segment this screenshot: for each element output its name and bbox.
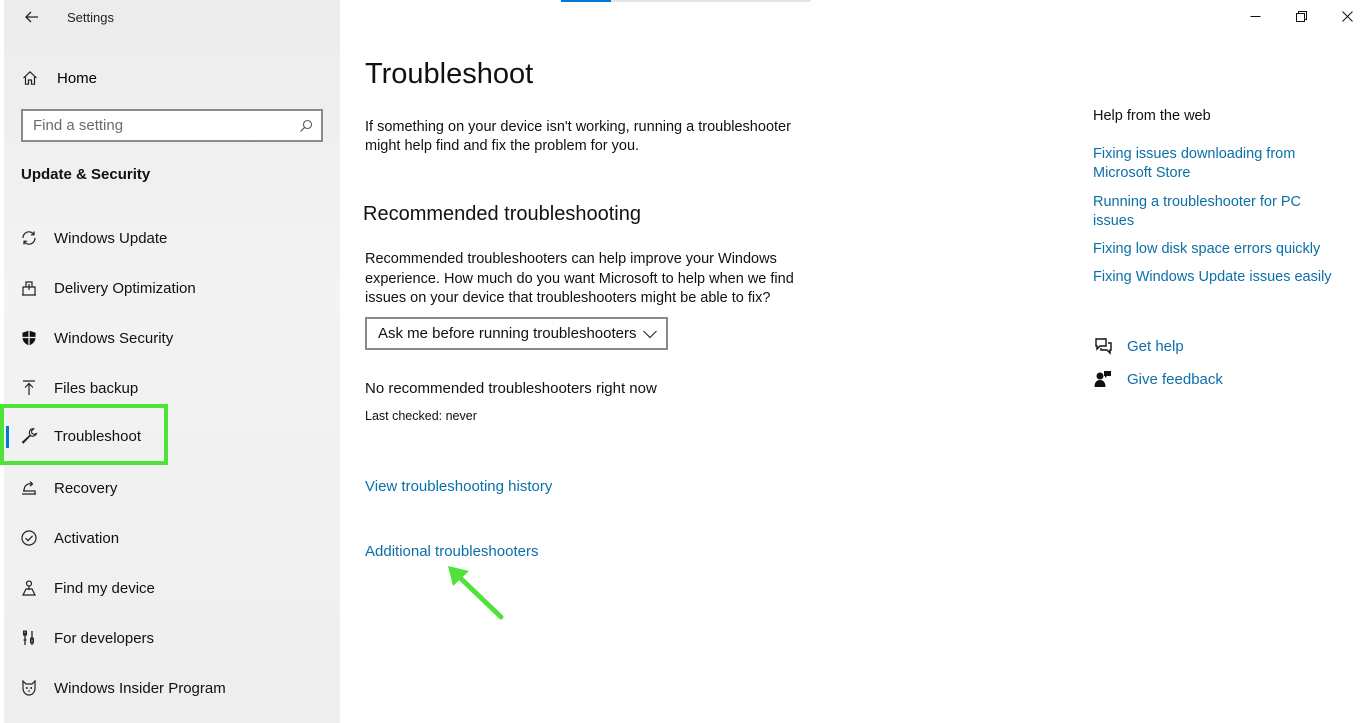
- sidebar-item-label: Windows Update: [54, 229, 168, 247]
- page-title: Troubleshoot: [365, 58, 534, 90]
- feedback-person-icon: [1093, 369, 1113, 389]
- backup-arrow-icon: [17, 376, 41, 400]
- help-link-microsoft-store[interactable]: Fixing issues downloading from Microsoft Store: [1093, 146, 1296, 181]
- recovery-icon: [17, 476, 41, 500]
- sidebar-item-files-backup[interactable]: [4, 368, 340, 408]
- sidebar-item-delivery-optimization[interactable]: [4, 268, 340, 308]
- dropdown-value: Ask me before running troubleshooters: [378, 325, 637, 342]
- sidebar-item-label: For developers: [54, 629, 155, 647]
- sidebar-item-windows-update[interactable]: [4, 218, 340, 258]
- help-link-disk-space[interactable]: Fixing low disk space errors quickly: [1093, 241, 1321, 257]
- additional-troubleshooters-link[interactable]: Additional troubleshooters: [365, 543, 539, 560]
- help-link-troubleshooter-pc[interactable]: Running a troubleshooter for PC issues: [1093, 194, 1301, 229]
- sync-icon: [17, 226, 41, 250]
- intro-text: If something on your device isn't working, running a troubleshooter might help find and fix the problem for you.: [365, 119, 791, 154]
- section-title: Update & Security: [21, 166, 151, 183]
- search-box[interactable]: [21, 109, 323, 142]
- get-help-label: Get help: [1127, 337, 1184, 355]
- sidebar-item-activation[interactable]: [4, 518, 340, 558]
- sidebar-item-label: Windows Security: [54, 329, 174, 347]
- sidebar-item-windows-insider[interactable]: [4, 668, 340, 708]
- give-feedback-action[interactable]: [1093, 368, 1223, 390]
- delivery-optimization-icon: [17, 276, 41, 300]
- top-strip-selection: [561, 0, 611, 2]
- main-content: [340, 0, 1370, 723]
- checkmark-circle-icon: [17, 526, 41, 550]
- home-nav[interactable]: [18, 66, 97, 90]
- sidebar-item-recovery[interactable]: [4, 468, 340, 508]
- give-feedback-label: Give feedback: [1127, 370, 1223, 388]
- insider-cat-icon: [17, 676, 41, 700]
- search-icon[interactable]: [291, 119, 321, 133]
- recommended-status: No recommended troubleshooters right now: [365, 380, 657, 397]
- sidebar-item-find-my-device[interactable]: [4, 568, 340, 608]
- home-icon: [18, 66, 42, 90]
- window-controls: [1232, 0, 1370, 32]
- get-help-action[interactable]: [1093, 335, 1184, 357]
- back-arrow-icon: [25, 11, 39, 23]
- developer-tools-icon: [17, 626, 41, 650]
- recommended-heading: Recommended troubleshooting: [363, 203, 641, 225]
- minimize-icon: [1250, 11, 1261, 22]
- restore-button[interactable]: [1278, 0, 1324, 32]
- sidebar-item-windows-security[interactable]: [4, 318, 340, 358]
- help-from-web-title: Help from the web: [1093, 108, 1211, 124]
- troubleshooter-preference-dropdown[interactable]: [365, 317, 668, 350]
- sidebar-item-label: Recovery: [54, 479, 118, 497]
- view-history-link[interactable]: View troubleshooting history: [365, 478, 553, 495]
- close-button[interactable]: [1324, 0, 1370, 32]
- sidebar: [4, 0, 340, 723]
- chevron-down-icon: [642, 326, 658, 342]
- minimize-button[interactable]: [1232, 0, 1278, 32]
- sidebar-item-label: Files backup: [54, 379, 139, 397]
- last-checked: Last checked: never: [365, 409, 477, 423]
- annotation-arrow-icon: [443, 562, 505, 622]
- shield-icon: [17, 326, 41, 350]
- sidebar-item-for-developers[interactable]: [4, 618, 340, 658]
- sidebar-item-label: Troubleshoot: [54, 427, 141, 445]
- recommended-description: Recommended troubleshooters can help improve your Windows experience. How much do you want Microsoft to help when we find issues on your device that troubleshooters might be able to fix?: [365, 251, 794, 306]
- app-title: Settings: [67, 10, 114, 25]
- search-input[interactable]: [23, 111, 291, 140]
- top-strip: [561, 0, 811, 2]
- sidebar-item-label: Delivery Optimization: [54, 279, 196, 297]
- chat-help-icon: [1093, 336, 1113, 356]
- back-button[interactable]: [18, 6, 46, 28]
- sidebar-item-label: Find my device: [54, 579, 155, 597]
- help-link-windows-update[interactable]: Fixing Windows Update issues easily: [1093, 269, 1332, 285]
- close-icon: [1342, 11, 1353, 22]
- home-label: Home: [57, 69, 98, 87]
- troubleshoot-highlight-annotation: [0, 404, 168, 465]
- restore-icon: [1296, 11, 1307, 22]
- sidebar-item-label: Activation: [54, 529, 120, 547]
- sidebar-item-label: Windows Insider Program: [54, 679, 226, 697]
- find-device-icon: [17, 576, 41, 600]
